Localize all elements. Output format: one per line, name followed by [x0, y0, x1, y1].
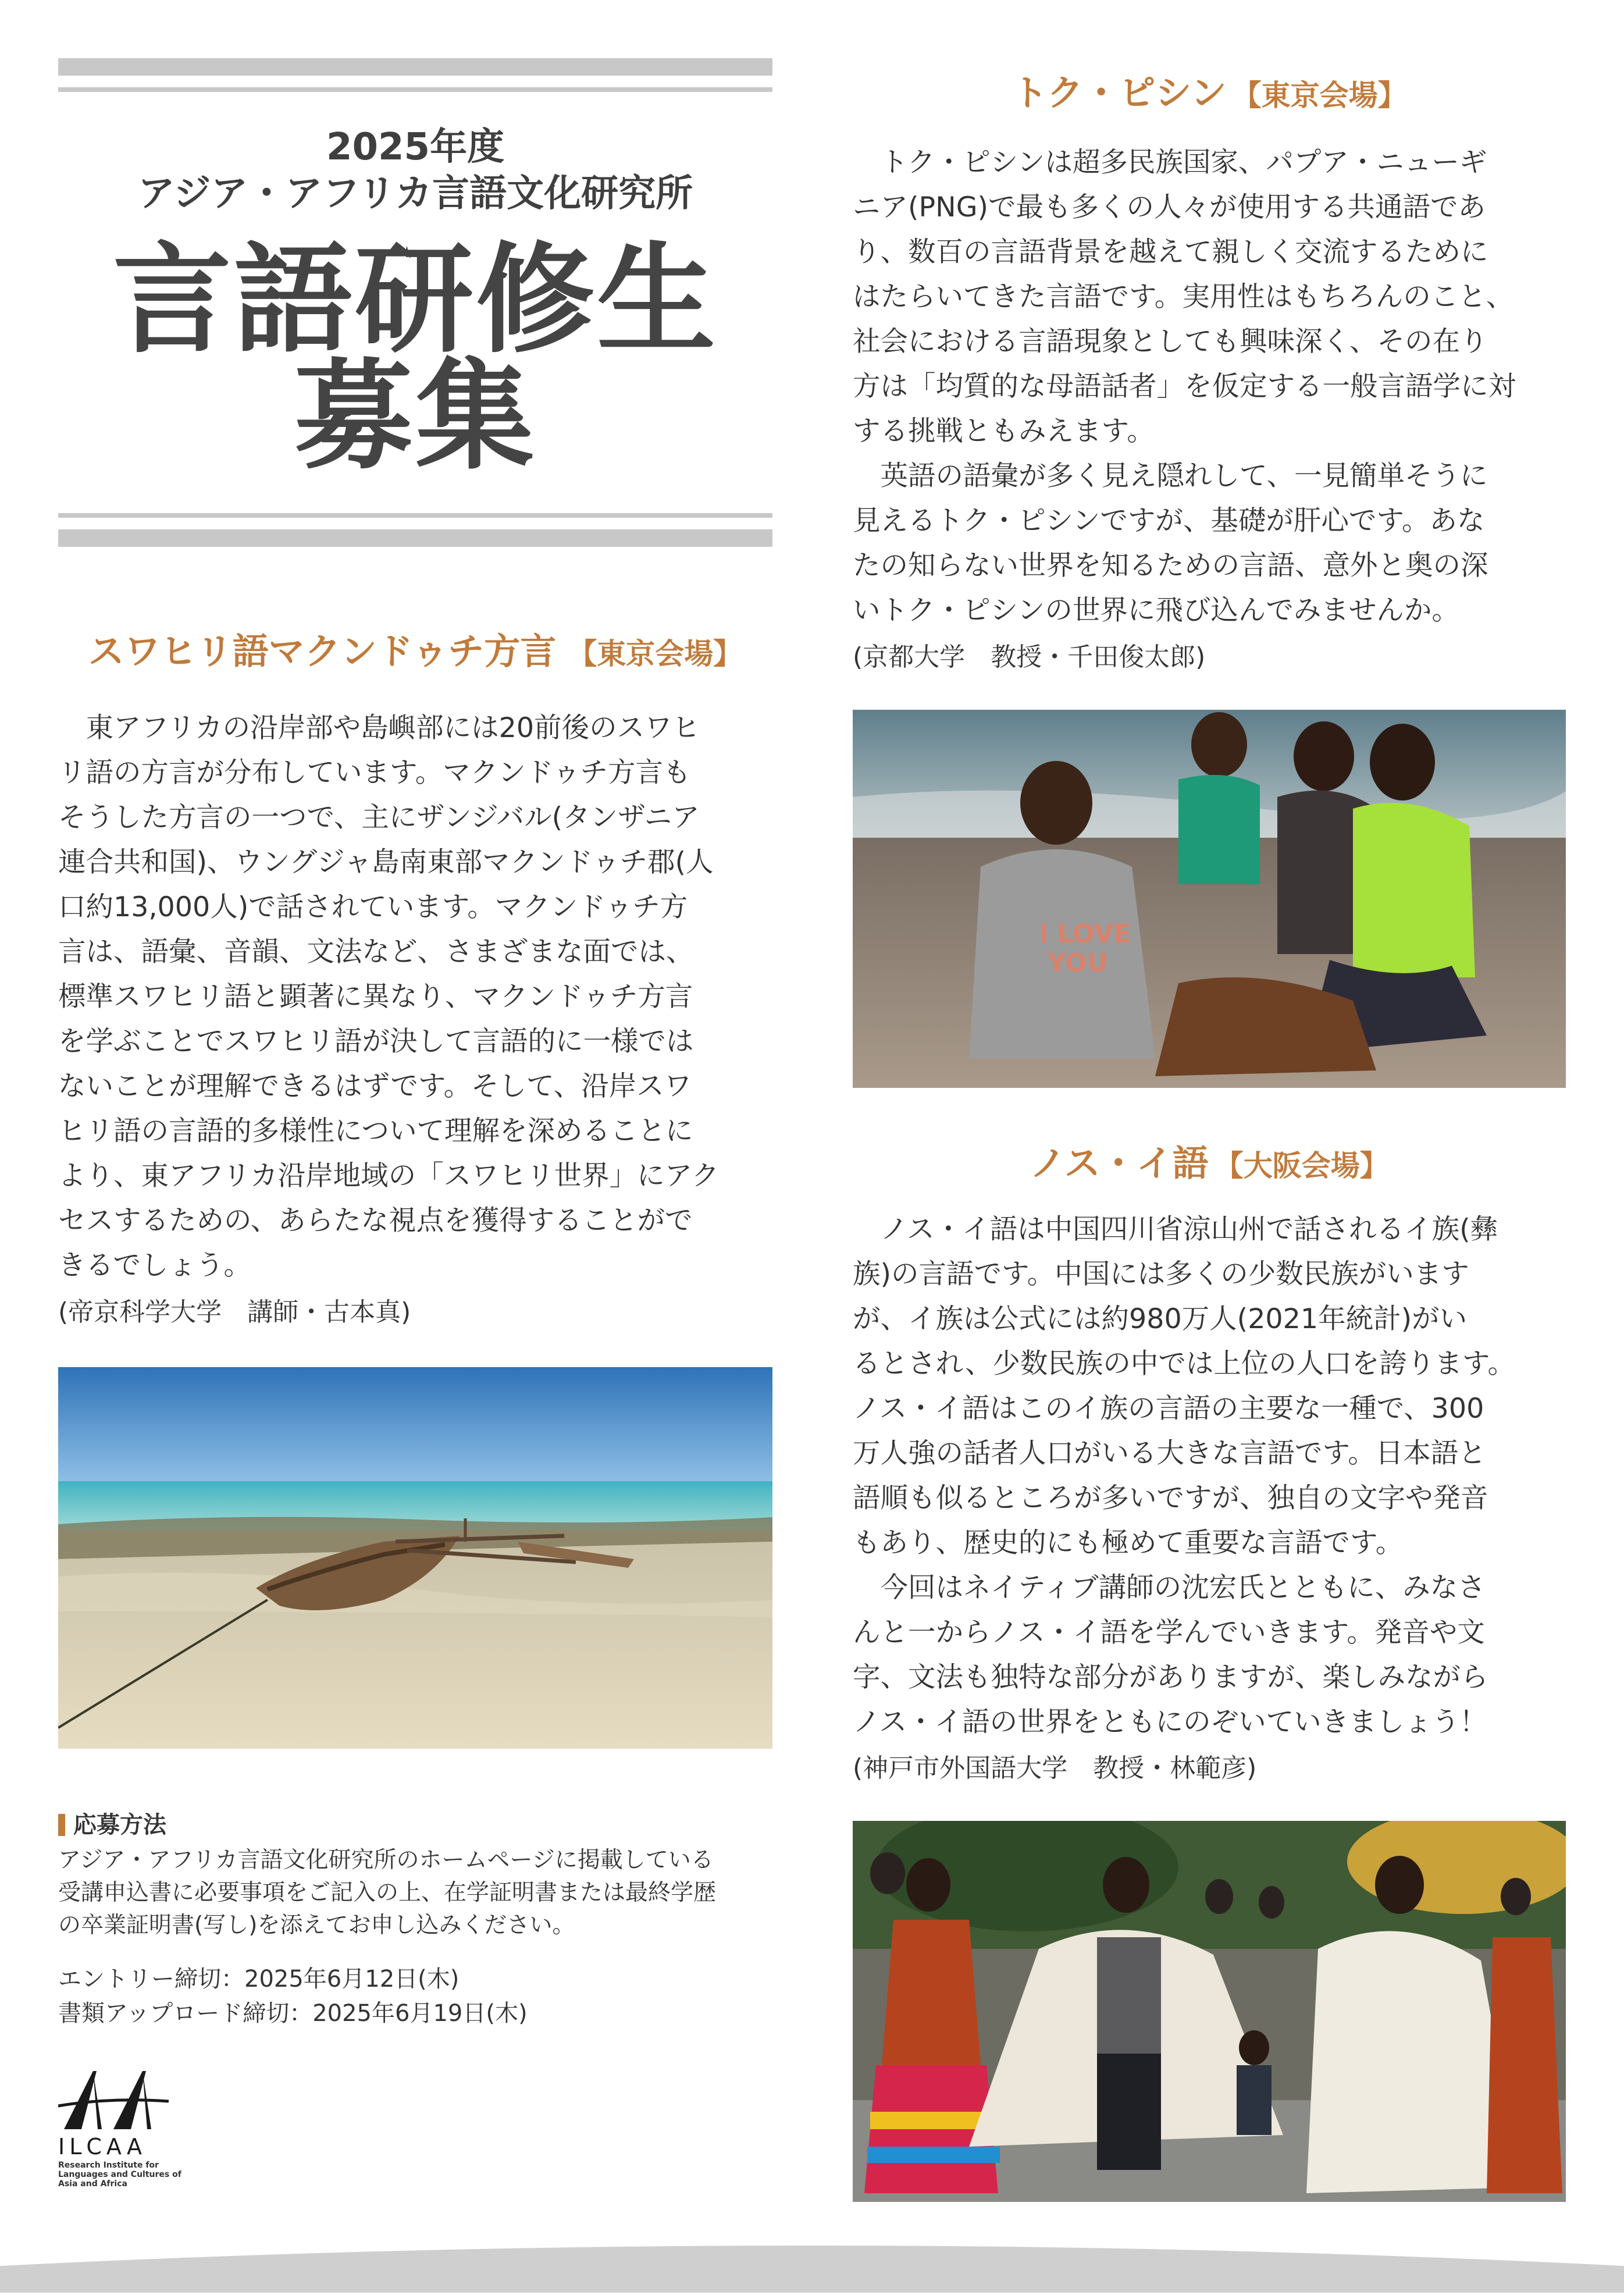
- tokpisin-title-text: トク・ピシン: [1012, 72, 1227, 114]
- swahili-line: 標準スワヒリ語と顕著に異なり、マクンドゥチ方言: [58, 981, 693, 1013]
- tokpisin-line: 英語の語彙が多く見え隠れして、一見簡単そうに: [880, 460, 1488, 492]
- tokpisin-line: ニア(PNG)で最も多くの人々が使用する共通語であ: [853, 191, 1486, 223]
- dance-photo-illustration: [853, 1821, 1566, 2202]
- boat-photo-illustration: [58, 1367, 772, 1749]
- tokpisin-body: [853, 140, 1566, 633]
- swahili-line: ヒリ語の言語的多様性について理解を深めることに: [58, 1115, 693, 1147]
- swahili-line: ないことが理解できるはずです。そして、沿岸スワ: [58, 1070, 692, 1102]
- swahili-line: より、東アフリカ沿岸地域の「スワヒリ世界」にアク: [58, 1160, 720, 1192]
- swahili-body: [58, 706, 772, 1288]
- swahili-line: リ語の方言が分布しています。マクンドゥチ方言も: [58, 757, 691, 789]
- nuosu-line: 語順も似るところが多いですが、独自の文字や発音: [853, 1482, 1488, 1514]
- tokpisin-author: (京都大学 教授・千田俊太郎): [853, 642, 1206, 672]
- tokpisin-venue: 【東京会場】: [1232, 79, 1407, 112]
- swahili-venue: 【東京会場】: [568, 637, 743, 671]
- nuosu-body: [853, 1207, 1566, 1745]
- ilcaa-logo-sub3: Asia and Africa: [58, 2179, 127, 2189]
- nuosu-line: んと一からノス・イ語を学んでいきます。発音や文: [853, 1617, 1485, 1649]
- swahili-line: を学ぶことでスワヒリ語が決して言語的に一様では: [58, 1026, 694, 1058]
- apply-line: の卒業証明書(写し)を添えてお申し込みください。: [58, 1912, 575, 1938]
- nuosu-line: ノス・イ語は中国四川省涼山州で話されるイ族(彝: [880, 1214, 1498, 1246]
- footer-band-shape: [0, 2231, 1624, 2293]
- footer-band: [0, 2231, 1624, 2293]
- swahili-line: そうした方言の一つで、主にザンジバル(タンザニア: [58, 802, 700, 834]
- ilcaa-logo-name: ILCAA: [58, 2134, 147, 2159]
- nuosu-line: 族)の言語です。中国には多くの少数民族がいます: [853, 1258, 1469, 1290]
- beach-photo-illustration: [853, 710, 1566, 1088]
- tokpisin-line: はたらいてきた言語です。実用性はもちろんのこと、: [853, 281, 1514, 313]
- swahili-line: 口約13,000人)で話されています。マクンドゥチ方: [58, 891, 688, 923]
- header-line-top: [58, 87, 772, 92]
- nuosu-line: 字、文法も独特な部分がありますが、楽しみながら: [853, 1661, 1488, 1693]
- ilcaa-logo: [58, 2065, 186, 2205]
- header-title-line1: 言語研修生: [113, 232, 718, 369]
- apply-line: 受講申込書に必要事項をご記入の上、在学証明書または最終学歴: [58, 1880, 717, 1906]
- swahili-line: 言は、語彙、音韻、文法など、さまざまな面では、: [58, 936, 694, 968]
- swahili-title-text: スワヒリ語マクンドゥチ方言: [88, 630, 557, 673]
- nuosu-venue: 【大阪会場】: [1214, 1149, 1389, 1183]
- nuosu-photo-dance: [853, 1821, 1566, 2202]
- nuosu-line: ノス・イ語はこのイ族の言語の主要な一種で、300: [853, 1393, 1484, 1425]
- nuosu-author: (神戸市外国語大学 教授・林範彦): [853, 1753, 1257, 1783]
- header-line-bottom: [58, 513, 772, 518]
- tokpisin-line: する挑戦ともみえます。: [853, 415, 1155, 447]
- swahili-photo-boat: [58, 1367, 772, 1749]
- header-year: 2025年度: [326, 126, 505, 169]
- entry-deadline: エントリー締切：2025年6月12日(木): [58, 1966, 460, 1992]
- apply-line: アジア・アフリカ言語文化研究所のホームページに掲載している: [58, 1847, 714, 1873]
- tokpisin-line: たの知らない世界を知るための言語、意外と奥の深: [853, 550, 1488, 582]
- nuosu-line: もあり、歴史的にも極めて重要な言語です。: [853, 1527, 1404, 1559]
- swahili-line: きるでしょう。: [58, 1250, 252, 1282]
- tokpisin-line: 方は「均質的な母語話者」を仮定する一般言語学に対: [853, 371, 1516, 403]
- nuosu-line: ノス・イ語の世界をともにのぞいていきましょう！: [853, 1706, 1487, 1738]
- swahili-line: セスするための、あらたな視点を獲得することがで: [58, 1205, 693, 1237]
- ilcaa-logo-mark-icon: [58, 2065, 174, 2135]
- header-title-line2: 募集: [294, 348, 536, 486]
- tokpisin-photo-beach: [853, 710, 1566, 1088]
- tshirt-text-line1: I LOVE: [1039, 919, 1131, 949]
- nuosu-title: [853, 1140, 1566, 1189]
- tokpisin-line: 社会における言語現象としても興味深く、その在り: [853, 326, 1488, 358]
- ilcaa-logo-sub2: Languages and Cultures of: [58, 2170, 181, 2179]
- apply-body: [58, 1844, 772, 1942]
- nuosu-line: が、イ族は公式には約980万人(2021年統計)がい: [853, 1303, 1468, 1335]
- tokpisin-line: トク・ピシンは超多民族国家、パプア・ニューギ: [880, 147, 1487, 179]
- ilcaa-logo-sub1: Research Institute for: [58, 2161, 159, 2170]
- tokpisin-title: [853, 70, 1566, 119]
- nuosu-title-text: ノス・イ語: [1030, 1142, 1209, 1184]
- header-institute: アジア・アフリカ言語文化研究所: [137, 172, 693, 215]
- tokpisin-line: いトク・ピシンの世界に飛び込んでみませんか。: [853, 595, 1459, 627]
- nuosu-line: 今回はネイティブ講師の沈宏氏とともに、みなさ: [880, 1572, 1486, 1604]
- tshirt-text-line2: YOU: [1048, 948, 1108, 978]
- nuosu-line: るとされ、少数民族の中では上位の人口を誇ります。: [853, 1348, 1516, 1380]
- upload-deadline: 書類アップロード締切：2025年6月19日(木): [58, 2000, 528, 2027]
- apply-heading: 応募方法: [58, 1809, 166, 1841]
- swahili-title: [58, 628, 772, 677]
- swahili-line: 東アフリカの沿岸部や島嶼部には20前後のスワヒ: [86, 712, 700, 744]
- tokpisin-line: 見えるトク・ピシンですが、基礎が肝心です。あな: [853, 505, 1485, 537]
- header-bar-bottom: [58, 529, 772, 547]
- swahili-author: (帝京科学大学 講師・古本真): [58, 1297, 411, 1327]
- swahili-line: 連合共和国)、ウングジャ島南東部マクンドゥチ郡(人: [58, 846, 714, 878]
- header-bar-top: [58, 58, 772, 76]
- nuosu-line: 万人強の話者人口がいる大きな言語です。日本語と: [853, 1438, 1486, 1469]
- tokpisin-line: り、数百の言語背景を越えて親しく交流するために: [853, 236, 1488, 268]
